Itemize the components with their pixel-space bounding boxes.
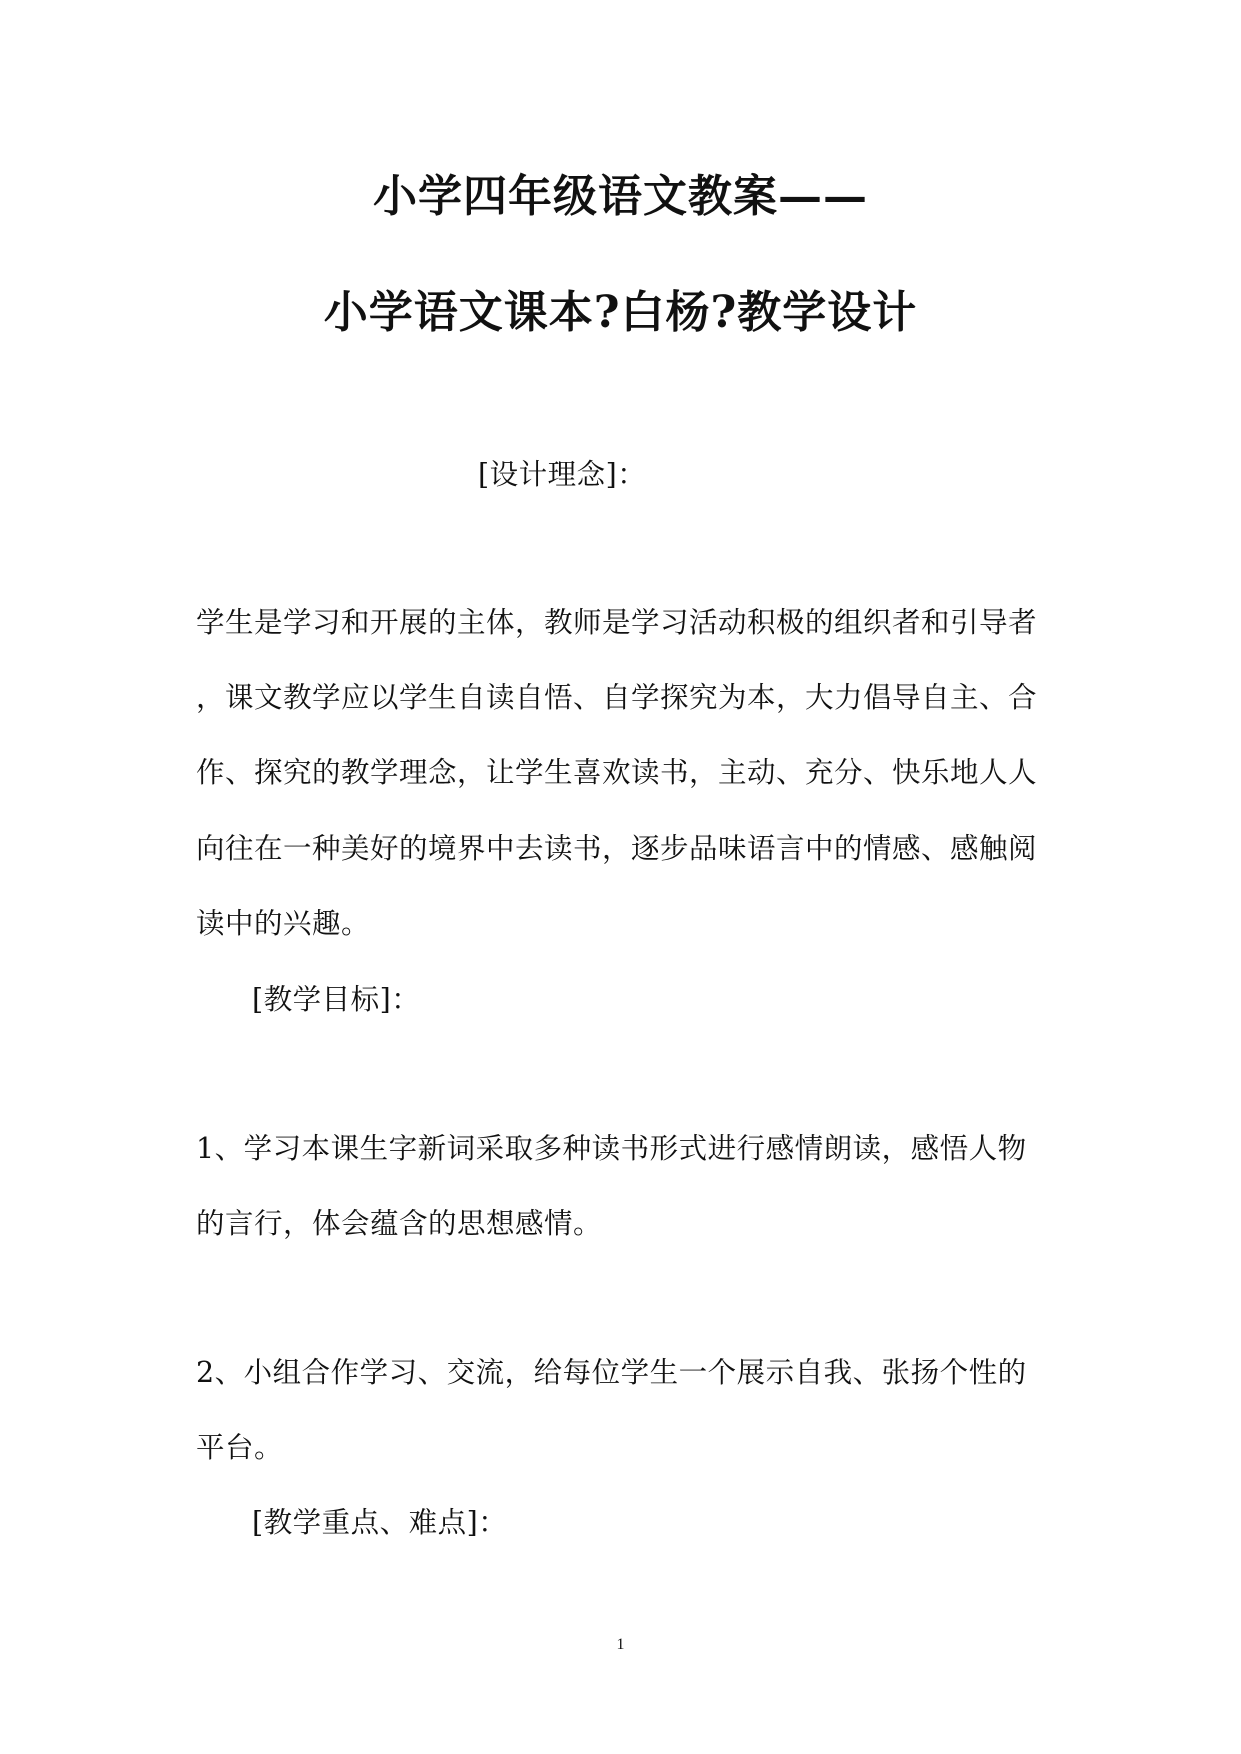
goal-1-line: 的言行，体会蕴含的思想感情。 — [196, 1207, 603, 1240]
design-concept-heading: [设计理念]： — [478, 458, 647, 491]
key-points-heading: [教学重点、难点]： — [252, 1506, 508, 1539]
design-concept-line: 学生是学习和开展的主体，教师是学习活动积极的组织者和引导者 — [196, 606, 1038, 639]
design-concept-line: 作、探究的教学理念，让学生喜欢读书，主动、充分、快乐地人人 — [196, 756, 1038, 789]
document-title-line-2: 小学语文课本?白杨?教学设计 — [323, 287, 918, 338]
design-concept-line: 读中的兴趣。 — [196, 907, 371, 940]
design-concept-line: ，课文教学应以学生自读自悟、自学探究为本，大力倡导自主、合 — [196, 681, 1038, 714]
goal-1-line: 1、学习本课生字新词采取多种读书形式进行感情朗读，感悟人物 — [196, 1132, 1027, 1165]
design-concept-line: 向往在一种美好的境界中去读书，逐步品味语言中的情感、感触阅 — [196, 832, 1038, 865]
goal-2-line: 2、小组合作学习、交流，给每位学生一个展示自我、张扬个性的 — [196, 1356, 1027, 1389]
goal-2-line: 平台。 — [196, 1431, 284, 1464]
teaching-goals-heading: [教学目标]： — [252, 983, 421, 1016]
document-title-line-1: 小学四年级语文教案—— — [373, 171, 868, 222]
page-number: 1 — [616, 1636, 625, 1653]
